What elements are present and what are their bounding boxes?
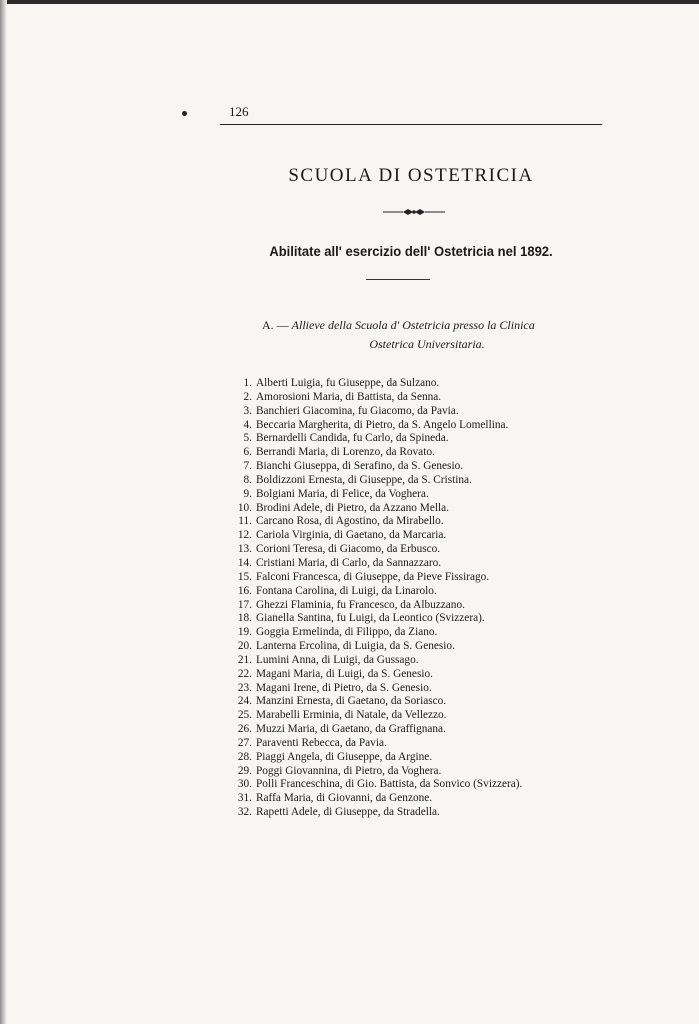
ornament-divider-icon xyxy=(383,207,445,217)
list-item-number: 7. xyxy=(243,460,252,473)
section-divider xyxy=(366,279,430,280)
list-item-number: 29. xyxy=(237,764,252,777)
list-item xyxy=(228,792,588,806)
list-item xyxy=(228,599,588,613)
list-item-text: Boldizzoni Ernesta, di Giuseppe, da S. Cristina. xyxy=(256,473,472,486)
list-item xyxy=(228,391,588,405)
list-item xyxy=(228,529,588,543)
section-heading xyxy=(262,316,582,354)
list-item-text: Gianella Santina, fu Luigi, da Leontico (Svizzera). xyxy=(256,612,485,625)
list-item-number: 4. xyxy=(243,418,252,431)
list-item-text: Carcano Rosa, di Agostino, da Mirabello. xyxy=(256,515,444,528)
subtitle: Abilitate all' esercizio dell' Ostetricia nel 1892. xyxy=(269,243,553,259)
list-item-text: Berrandi Maria, di Lorenzo, da Rovato. xyxy=(256,446,435,459)
scan-top-edge xyxy=(0,0,699,4)
page-number: 126 xyxy=(229,104,249,119)
list-item-number: 14. xyxy=(237,556,252,569)
list-item xyxy=(228,723,588,737)
list-item xyxy=(228,543,588,557)
list-item-text: Polli Franceschina, di Gio. Battista, da Sonvico (Svizzera). xyxy=(256,778,523,791)
list-item xyxy=(228,515,588,529)
list-item-text: Brodini Adele, di Pietro, da Azzano Mella. xyxy=(256,501,449,514)
list-item xyxy=(228,460,588,474)
list-item xyxy=(228,709,588,723)
list-item-number: 19. xyxy=(237,626,252,639)
list-item xyxy=(228,640,588,654)
list-item-text: Alberti Luigia, fu Giuseppe, da Sulzano. xyxy=(256,377,440,389)
list-item xyxy=(228,405,588,419)
list-item-number: 16. xyxy=(237,584,252,597)
list-item-text: Goggia Ermelinda, di Filippo, da Ziano. xyxy=(256,626,438,639)
list-item-number: 21. xyxy=(237,653,252,666)
list-item xyxy=(228,446,588,460)
list-item xyxy=(228,488,588,502)
list-item-number: 5. xyxy=(243,432,252,445)
list-item-number: 24. xyxy=(237,695,252,708)
list-item xyxy=(228,695,588,709)
list-item-text: Muzzi Maria, di Gaetano, da Graffignana. xyxy=(256,723,446,736)
list-item-number: 30. xyxy=(237,778,252,791)
list-item xyxy=(228,612,588,626)
list-item-number: 15. xyxy=(237,570,252,583)
list-item-number: 31. xyxy=(237,792,252,805)
list-item-number: 1. xyxy=(243,377,252,389)
list-item xyxy=(228,585,588,599)
list-item-text: Bolgiani Maria, di Felice, da Voghera. xyxy=(256,487,429,500)
list-item-text: Magani Irene, di Pietro, da S. Genesio. xyxy=(256,681,432,694)
list-item-text: Manzini Ernesta, di Gaetano, da Soriasco. xyxy=(256,695,447,708)
list-item-number: 12. xyxy=(237,529,252,542)
list-item-text: Bernardelli Candida, fu Carlo, da Spineda. xyxy=(256,432,449,445)
list-item xyxy=(228,682,588,696)
list-item-number: 13. xyxy=(237,543,252,556)
list-item-number: 17. xyxy=(237,598,252,611)
list-item-text: Lumini Anna, di Luigi, da Gussago. xyxy=(256,653,419,666)
list-item-number: 27. xyxy=(237,736,252,749)
list-item-text: Bianchi Giuseppa, di Serafino, da S. Genesio. xyxy=(256,460,464,473)
section-heading-line2: Ostetrica Universitaria. xyxy=(369,337,485,351)
list-item-number: 32. xyxy=(237,806,252,819)
list-item-number: 10. xyxy=(237,501,252,514)
list-item-number: 28. xyxy=(237,750,252,763)
list-item-text: Fontana Carolina, di Luigi, da Linarolo. xyxy=(256,584,437,597)
list-item xyxy=(228,557,588,571)
list-item-text: Cariola Virginia, di Gaetano, da Marcaria. xyxy=(256,529,447,542)
list-item-number: 20. xyxy=(237,640,252,653)
list-item xyxy=(228,737,588,751)
list-item-number: 6. xyxy=(243,446,252,459)
list-item-number: 11. xyxy=(238,515,252,528)
list-item-text: Raffa Maria, di Giovanni, da Genzone. xyxy=(256,792,433,805)
list-item-text: Falconi Francesca, di Giuseppe, da Pieve Fissirago. xyxy=(256,570,490,583)
list-item-text: Banchieri Giacomina, fu Giacomo, da Pavia. xyxy=(256,404,459,417)
list-item-number: 26. xyxy=(237,723,252,736)
margin-dot xyxy=(182,111,187,116)
section-label: A. — xyxy=(262,318,289,332)
list-item xyxy=(228,474,588,488)
header-rule xyxy=(220,124,602,125)
page-title: SCUOLA DI OSTETRICIA xyxy=(288,165,534,186)
list-item xyxy=(228,654,588,668)
list-item-text: Amorosioni Maria, di Battista, da Senna. xyxy=(256,390,442,403)
list-item-text: Ghezzi Flaminia, fu Francesco, da Albuzzano. xyxy=(256,598,465,611)
list-item xyxy=(228,502,588,516)
list-item xyxy=(228,571,588,585)
list-item-text: Beccaria Margherita, di Pietro, da S. Angelo Lomellina. xyxy=(256,418,509,431)
list-item-number: 2. xyxy=(243,390,252,403)
list-item xyxy=(228,778,588,792)
list-item-number: 23. xyxy=(237,681,252,694)
list-item xyxy=(228,432,588,446)
list-item-number: 8. xyxy=(243,473,252,486)
list-item-number: 18. xyxy=(237,612,252,625)
list-item-text: Paraventi Rebecca, da Pavia. xyxy=(256,736,387,749)
list-item-text: Marabelli Erminia, di Natale, da Vellezzo. xyxy=(256,709,447,722)
section-heading-line1: Allieve della Scuola d' Ostetricia presso la Clinica xyxy=(291,318,535,332)
graduates-list xyxy=(228,377,588,820)
list-item-text: Rapetti Adele, di Giuseppe, da Stradella. xyxy=(256,806,440,819)
list-item xyxy=(228,751,588,765)
list-item-text: Magani Maria, di Luigi, da S. Genesio. xyxy=(256,667,433,680)
list-item-number: 9. xyxy=(243,487,252,500)
list-item-text: Cristiani Maria, di Carlo, da Sannazzaro. xyxy=(256,556,442,569)
list-item xyxy=(228,668,588,682)
list-item-text: Lanterna Ercolina, di Luigia, da S. Genesio. xyxy=(256,640,455,653)
list-item-text: Poggi Giovannina, di Pietro, da Voghera. xyxy=(256,764,442,777)
scan-left-edge xyxy=(0,0,7,1024)
list-item xyxy=(228,419,588,433)
list-item xyxy=(228,377,588,391)
list-item-text: Corioni Teresa, di Giacomo, da Erbusco. xyxy=(256,543,441,556)
list-item-number: 22. xyxy=(237,667,252,680)
list-item-text: Piaggi Angela, di Giuseppe, da Argine. xyxy=(256,750,433,763)
list-item-number: 3. xyxy=(243,404,252,417)
list-item xyxy=(228,765,588,779)
list-item xyxy=(228,626,588,640)
list-item-number: 25. xyxy=(237,709,252,722)
list-item xyxy=(228,806,588,820)
